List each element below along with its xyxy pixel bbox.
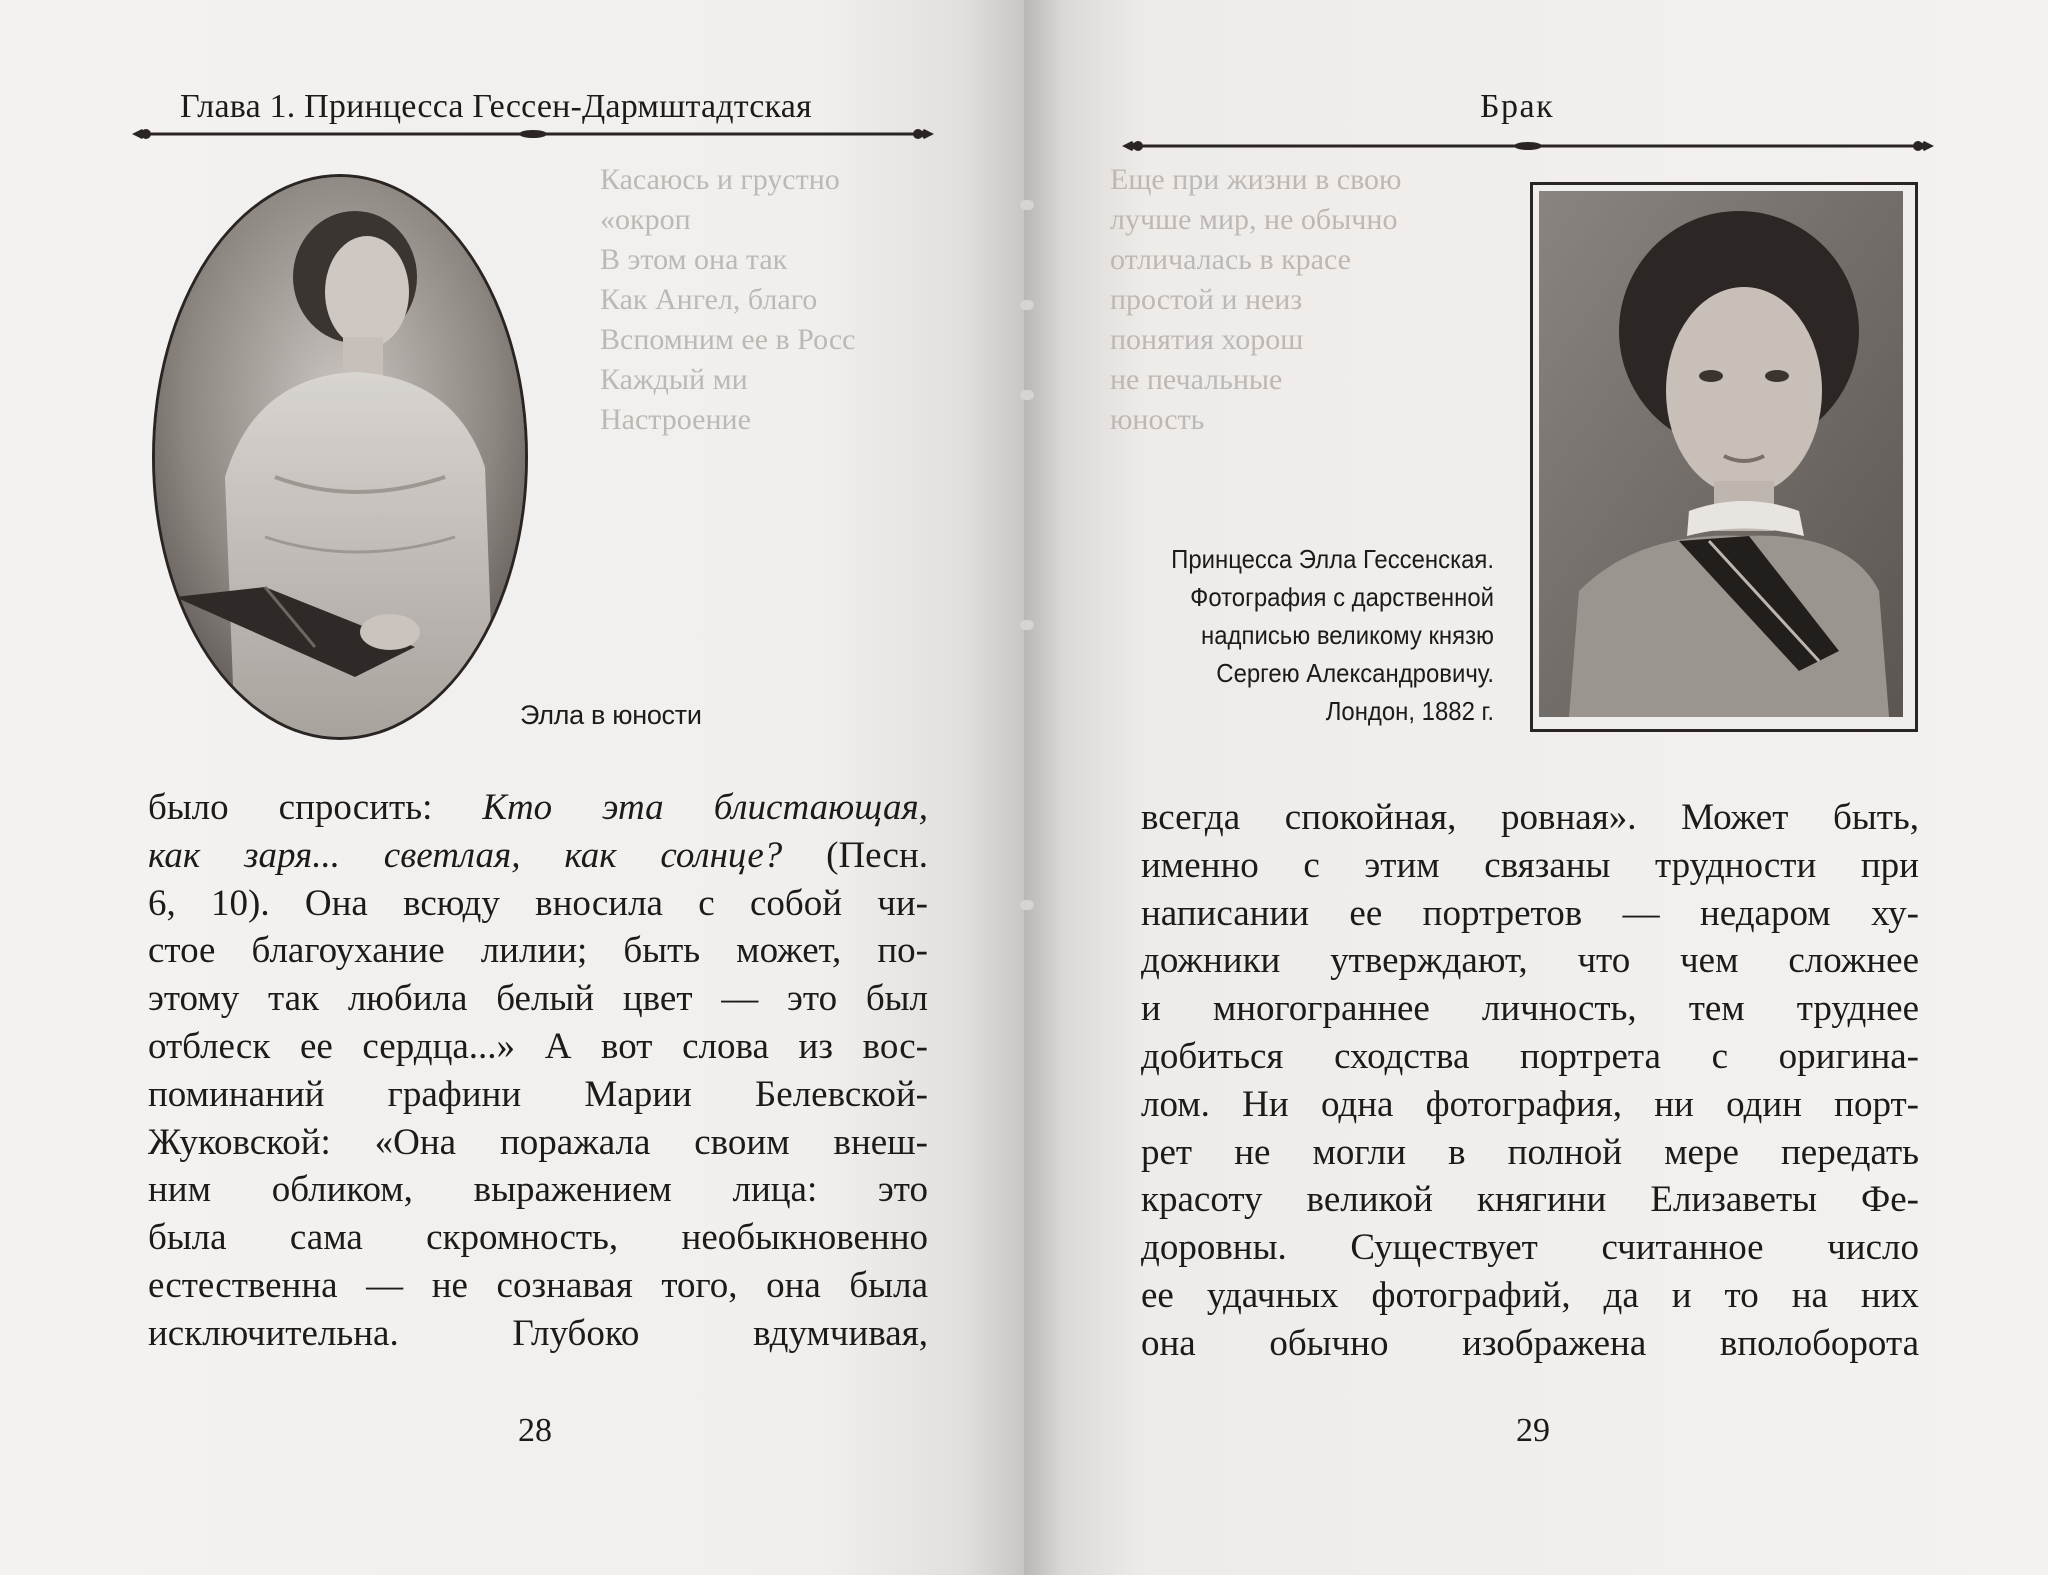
show-through-text: Еще при жизни в свою лучше мир, не обычно отличалась в красе простой и неиз понятия хорош не печальные юность bbox=[1110, 163, 1402, 436]
text-line bbox=[148, 784, 928, 832]
photo-caption-right bbox=[1089, 540, 1494, 730]
text-line: отблеск ее сердца...» А вот слова из вос- bbox=[148, 1025, 928, 1067]
text-line: именно с этим связаны трудности при bbox=[1141, 844, 1919, 886]
binding-mark bbox=[1020, 300, 1034, 310]
body-text-left bbox=[148, 784, 928, 1358]
binding-mark bbox=[1020, 200, 1034, 210]
text-span: (Песн. bbox=[782, 834, 928, 876]
body-text-right bbox=[1141, 794, 1919, 1368]
text-line: добиться сходства портрета с оригина- bbox=[1141, 1035, 1919, 1077]
running-header-right: Брак bbox=[1480, 88, 1555, 125]
portrait-photo-box bbox=[1530, 182, 1918, 732]
header-ornament-left bbox=[128, 122, 938, 146]
text-line: ее удачных фотографий, да и то на них bbox=[1141, 1274, 1919, 1316]
show-through-text: Касаюсь и грустно «окроп В этом она так Как Ангел, благо Вспомним ее в Росс Каждый ми Настроение bbox=[600, 163, 856, 436]
portrait-image bbox=[1539, 191, 1903, 717]
binding-mark bbox=[1020, 620, 1034, 630]
text-line: и многограннее личность, тем труднее bbox=[1141, 988, 1919, 1030]
caption-line: Сергею Александровичу. bbox=[1216, 658, 1494, 688]
page-number-right: 29 bbox=[1516, 1412, 1550, 1449]
text-line: она обычно изображена вполоборота bbox=[1141, 1322, 1919, 1364]
photo-caption-left: Элла в юности bbox=[520, 700, 702, 730]
portrait-photo-young-ella bbox=[152, 174, 528, 740]
text-line: всегда спокойная, ровная». Может быть, bbox=[1141, 797, 1919, 838]
caption-line: Принцесса Элла Гессенская. bbox=[1171, 544, 1494, 574]
binding-mark bbox=[1020, 390, 1034, 400]
text-span: было спросить: bbox=[148, 787, 483, 828]
text-line: рет не могли в полной мере передать bbox=[1141, 1131, 1919, 1173]
text-line: написании ее портретов — недаром ху- bbox=[1141, 892, 1919, 934]
portrait-image bbox=[155, 177, 525, 737]
caption-line: Лондон, 1882 г. bbox=[1325, 696, 1494, 726]
text-line: 6, 10). Она всюду вносила с собой чи- bbox=[148, 882, 928, 924]
running-header-left: Глава 1. Принцесса Гессен-Дармштадтская bbox=[180, 88, 812, 125]
text-line: исключительна. Глубоко вдумчивая, bbox=[148, 1312, 928, 1354]
text-line: дожники утверждают, что чем сложнее bbox=[1141, 940, 1919, 982]
page-number-left: 28 bbox=[518, 1412, 552, 1449]
text-line bbox=[148, 832, 928, 880]
text-line: доровны. Существует считанное число bbox=[1141, 1227, 1919, 1269]
caption-line: надписью великому князю bbox=[1201, 620, 1494, 650]
text-line: поминаний графини Марии Белевской- bbox=[148, 1073, 928, 1115]
text-line: Жуковской: «Она поражала своим внеш- bbox=[148, 1121, 928, 1163]
text-line: ним обликом, выражением лица: это bbox=[148, 1169, 928, 1211]
text-line: была сама скромность, необыкновенно bbox=[148, 1217, 928, 1259]
italic-quote: как заря... светлая, как солнце? bbox=[148, 834, 783, 876]
text-line: этому так любила белый цвет — это был bbox=[148, 978, 928, 1020]
text-line: естественна — не сознавая того, она была bbox=[148, 1264, 928, 1306]
text-line: красоту великой княгини Елизаветы Фе- bbox=[1141, 1179, 1919, 1221]
header-ornament-right bbox=[1118, 134, 1938, 158]
portrait-photo-ella-1882 bbox=[1539, 191, 1903, 717]
italic-quote: Кто эта блистающая, bbox=[482, 787, 928, 828]
text-line: лом. Ни одна фотография, ни один порт- bbox=[1141, 1083, 1919, 1125]
caption-line: Фотография с дарственной bbox=[1190, 582, 1494, 612]
text-line: стое благоухание лилии; быть может, по- bbox=[148, 930, 928, 972]
binding-mark bbox=[1020, 900, 1034, 910]
